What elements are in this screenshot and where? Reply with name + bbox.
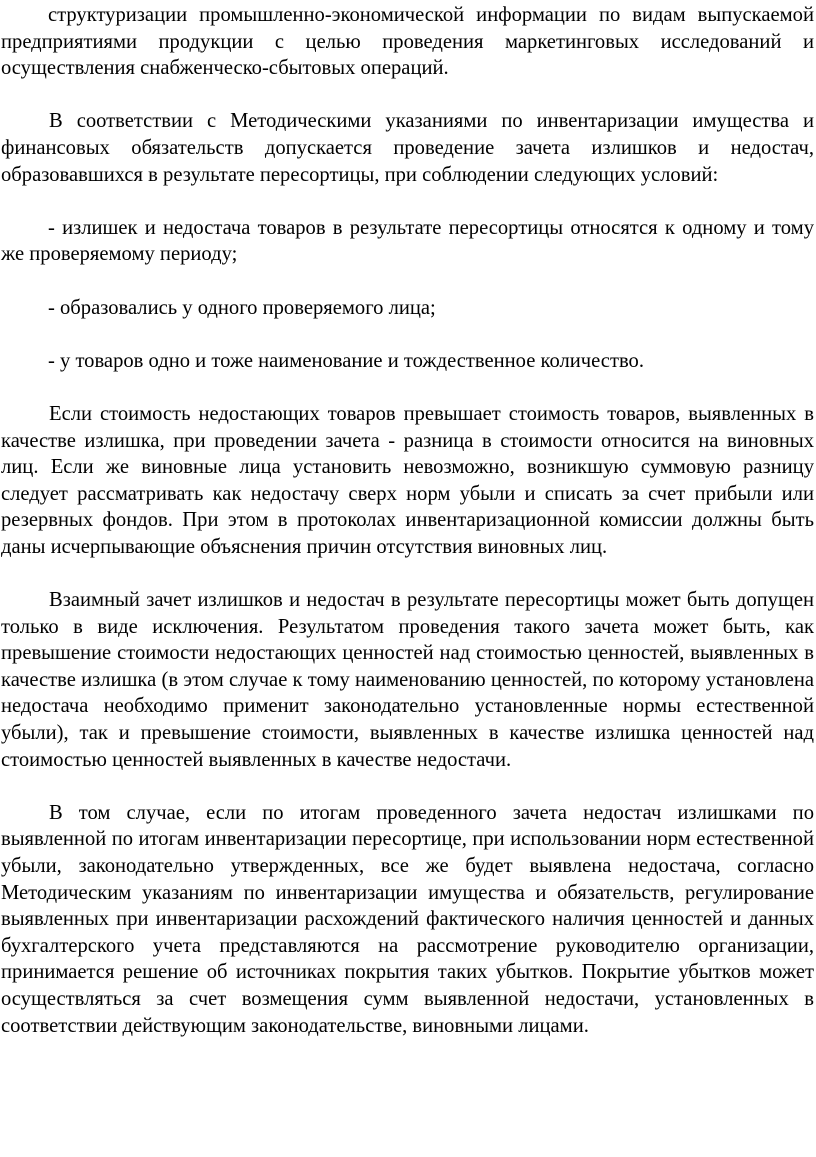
condition-item-same-name: - у товаров одно и тоже наименование и тождественное количество. xyxy=(48,349,644,372)
paragraph-continuation: структуризации промышленно-экономической информации по видам выпускаемой предприятиями продукции с целью проведения маркетинговых исследований и осуществления снабженческо-сбытовых операций. xyxy=(1,4,814,80)
condition-item-same-period: - излишек и недостача товаров в результате пересортицы относятся к одному и тому же проверяемому периоду; xyxy=(1,216,814,266)
paragraph-mutual-offset: Взаимный зачет излишков и недостач в результате пересортицы может быть допущен только в виде исключения. Результатом проведения такого зачета может быть, как превышение стоимости недостающих ценностей над стоимостью ценностей, выявленных в качестве излишка (в этом случае к тому наименованию ценностей, по которому установлена недостача необходимо применит законодательно установленные нормы естественной убыли), так и превышение стоимости, выявленных в качестве излишка ценностей над стоимостью ценностей выявленных в качестве недостачи. xyxy=(1,589,814,771)
paragraph-cost-difference: Если стоимость недостающих товаров превышает стоимость товаров, выявленных в качестве излишка, при проведении зачета - разница в стоимости относится на виновных лиц. Если же виновные лица установить невозможно, возникшую суммовую разницу следует рассматривать как недостачу сверх норм убыли и списать за счет прибыли или резервных фондов. При этом в протоколах инвентаризационной комиссии должны быть даны исчерпывающие объяснения причин отсутствия виновных лиц. xyxy=(1,402,814,558)
condition-item-same-person: - образовались у одного проверяемого лица; xyxy=(48,296,436,319)
paragraph-shortage-coverage: В том случае, если по итогам проведенного зачета недостач излишками по выявленной по итогам инвентаризации пересортице, при использовании норм естественной убыли, законодательно утвержденных, все же будет выявлена недостача, согласно Методическим указаниям по инвентаризации имущества и обязательств, регулирование выявленных при инвентаризации расхождений фактического наличия ценностей и данных бухгалтерского учета представляются на рассмотрение руководителю организации, принимается решение об источниках покрытия таких убытков. Покрытие убытков может осуществляться за счет возмещения сумм выявленной недостачи, установленных в соответствии действующим законодательстве, виновными лицами. xyxy=(1,801,814,1037)
paragraph-methodical-guidelines: В соответствии с Методическими указаниями по инвентаризации имущества и финансовых обязательств допускается проведение зачета излишков и недостач, образовавшихся в результате пересортицы, при соблюдении следующих условий: xyxy=(1,110,814,186)
